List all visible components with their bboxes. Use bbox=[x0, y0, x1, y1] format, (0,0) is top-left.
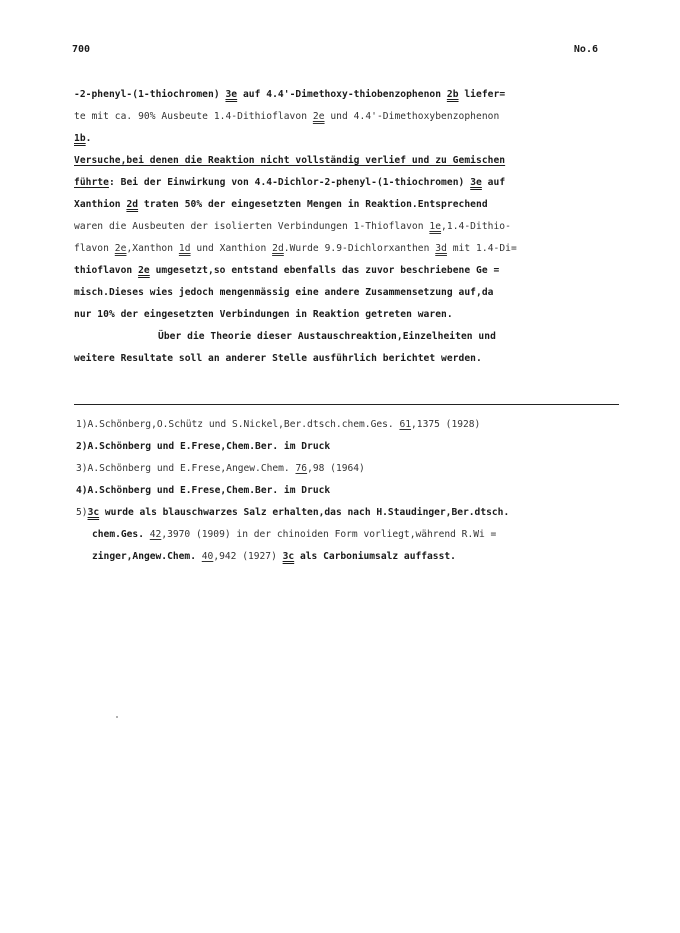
compound-ref: 2d bbox=[126, 199, 139, 210]
section-heading: Versuche,bei denen die Reaktion nicht vollständig verlief und zu Gemischen bbox=[74, 155, 506, 166]
body-line bbox=[74, 326, 619, 348]
text-run: misch.Dieses wies jedoch mengenmässig eine andere Zusammensetzung auf,da bbox=[74, 287, 494, 298]
compound-ref: 2e bbox=[312, 111, 325, 122]
text-run: 1)A.Schönberg,O.Schütz und S.Nickel,Ber.dtsch.chem.Ges. bbox=[76, 419, 400, 430]
text-run: 3)A.Schönberg und E.Frese,Angew.Chem. bbox=[76, 463, 296, 474]
compound-ref: 2b bbox=[446, 89, 459, 100]
text-run: ,3970 (1909) in der chinoiden Form vorliegt,während R.Wi = bbox=[161, 529, 497, 540]
text-run: traten 50% der eingesetzten Mengen in Reaktion.Entsprechend bbox=[138, 199, 488, 210]
text-run: auf bbox=[481, 177, 506, 188]
compound-ref: 1d bbox=[178, 243, 191, 254]
compound-ref: 3c bbox=[87, 507, 100, 518]
issue-number: No.6 bbox=[573, 44, 598, 55]
text-run: und 4.4'-Dimethoxybenzophenon bbox=[324, 111, 500, 122]
text-run: liefer= bbox=[458, 89, 506, 100]
text-run: weitere Resultate soll an anderer Stelle ausführlich berichtet werden. bbox=[74, 353, 482, 364]
text-run: 5) bbox=[76, 507, 88, 518]
text-run: te mit ca. 90% Ausbeute 1.4-Dithioflavon bbox=[74, 111, 313, 122]
text-run: nur 10% der eingesetzten Verbindungen in Reaktion getreten waren. bbox=[74, 309, 453, 320]
text-run: .Wurde 9.9-Dichlorxanthen bbox=[283, 243, 436, 254]
body-line bbox=[74, 150, 619, 172]
text-run: : Bei der Einwirkung von 4.4-Dichlor-2-phenyl-(1-thiochromen) bbox=[108, 177, 471, 188]
text-run: als Carboniumsalz auffasst. bbox=[294, 551, 456, 562]
body-line bbox=[74, 194, 619, 216]
body-line bbox=[74, 128, 619, 150]
text-run: . bbox=[85, 133, 92, 144]
reference-item bbox=[76, 458, 621, 480]
reference-item bbox=[76, 436, 621, 458]
text-run: flavon bbox=[74, 243, 115, 254]
compound-ref: 2d bbox=[272, 243, 284, 254]
reference-item bbox=[76, 414, 621, 436]
volume-number: 40 bbox=[201, 551, 214, 562]
text-run: ,1.4-Dithio- bbox=[441, 221, 511, 232]
compound-ref: 1b bbox=[74, 133, 86, 144]
text-run: ,98 (1964) bbox=[307, 463, 365, 474]
body-text bbox=[74, 84, 619, 370]
text-run: ,1375 (1928) bbox=[411, 419, 481, 430]
body-line bbox=[74, 84, 619, 106]
scan-speck bbox=[116, 716, 118, 718]
reference-item bbox=[76, 480, 621, 502]
compound-ref: 3d bbox=[435, 243, 447, 254]
text-run: 2)A.Schönberg und E.Frese,Chem.Ber. im Druck bbox=[76, 441, 331, 452]
reference-item bbox=[76, 524, 621, 546]
text-run: und Xanthion bbox=[190, 243, 273, 254]
compound-ref: 3e bbox=[470, 177, 482, 188]
text-run: ,Xanthon bbox=[126, 243, 179, 254]
text-run: mit 1.4-Di= bbox=[446, 243, 517, 254]
section-heading: führte bbox=[74, 177, 109, 188]
compound-ref: 2e bbox=[114, 243, 127, 254]
references bbox=[76, 414, 621, 568]
volume-number: 61 bbox=[399, 419, 412, 430]
compound-ref: 3c bbox=[282, 551, 295, 562]
compound-ref: 2e bbox=[138, 265, 150, 276]
text-run: wurde als blauschwarzes Salz erhalten,das nach H.Staudinger,Ber.dtsch. bbox=[99, 507, 510, 518]
body-line bbox=[74, 106, 619, 128]
body-line bbox=[74, 348, 619, 370]
volume-number: 42 bbox=[149, 529, 162, 540]
reference-item bbox=[76, 502, 621, 524]
text-run: chem.Ges. bbox=[92, 529, 150, 540]
text-run: umgesetzt,so entstand ebenfalls das zuvor beschriebene Ge = bbox=[149, 265, 500, 276]
body-line bbox=[74, 260, 619, 282]
text-run: auf 4.4'-Dimethoxy-thiobenzophenon bbox=[237, 89, 447, 100]
body-line bbox=[74, 238, 619, 260]
page-number: 700 bbox=[72, 44, 91, 55]
text-run: Xanthion bbox=[74, 199, 127, 210]
text-run: ,942 (1927) bbox=[213, 551, 283, 562]
text-run: Über die Theorie dieser Austauschreaktion,Einzelheiten und bbox=[158, 331, 496, 342]
text-run: -2-phenyl-(1-thiochromen) bbox=[74, 89, 226, 100]
volume-number: 76 bbox=[295, 463, 308, 474]
text-run: zinger,Angew.Chem. bbox=[92, 551, 202, 562]
compound-ref: 3e bbox=[225, 89, 238, 100]
text-run: waren die Ausbeuten der isolierten Verbindungen 1-Thioflavon bbox=[74, 221, 430, 232]
reference-item bbox=[76, 546, 621, 568]
compound-ref: 1e bbox=[429, 221, 442, 232]
body-line bbox=[74, 172, 619, 194]
body-line bbox=[74, 304, 619, 326]
footnote-divider bbox=[74, 404, 619, 405]
text-run: 4)A.Schönberg und E.Frese,Chem.Ber. im Druck bbox=[76, 485, 331, 496]
body-line bbox=[74, 216, 619, 238]
text-run: thioflavon bbox=[74, 265, 139, 276]
body-line bbox=[74, 282, 619, 304]
